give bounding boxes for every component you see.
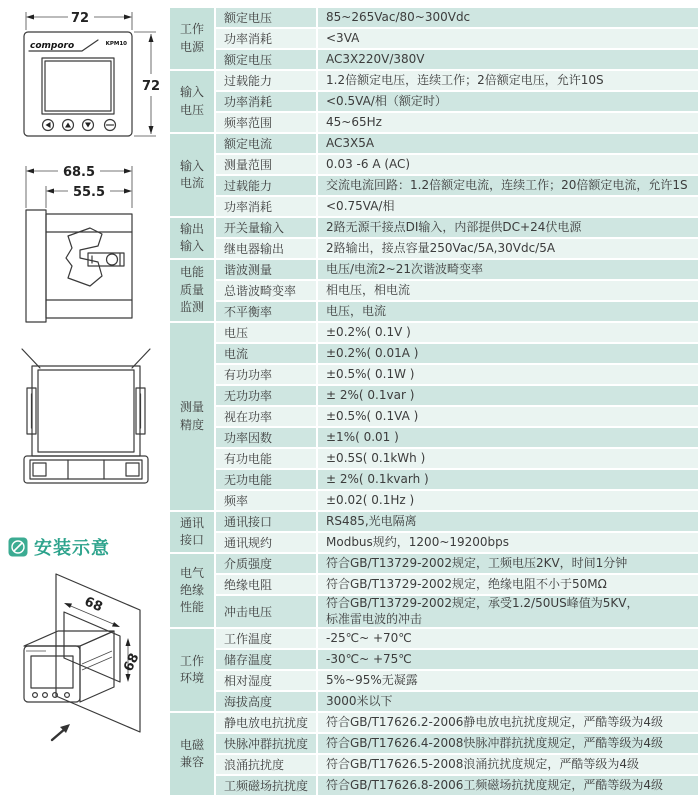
- model-label: KPM10: [105, 41, 127, 47]
- spec-row: [170, 176, 698, 195]
- spec-param-cell: 功率消耗: [216, 29, 316, 48]
- right-clip-lever: [132, 349, 150, 368]
- spec-param-cell: 功率消耗: [216, 197, 316, 216]
- spec-value-cell: 3000米以下: [318, 692, 698, 711]
- spec-value-cell: 相电压，相电流: [318, 281, 698, 300]
- spec-row: [170, 8, 698, 27]
- spec-param-cell: 功率消耗: [216, 92, 316, 111]
- spec-value-cell: 符合GB/T13729-2002规定，工频电压2KV，时间1分钟: [318, 554, 698, 573]
- spec-value-cell: 符合GB/T13729-2002规定，承受1.2/50US峰值为5KV， 标准雷电波的冲击: [318, 596, 698, 627]
- spec-row: [170, 449, 698, 468]
- side-total-depth-dim: 68.5: [62, 165, 96, 180]
- spec-param-cell: 海拔高度: [216, 692, 316, 711]
- spec-row: [170, 512, 698, 531]
- side-body-depth-dim: 55.5: [72, 185, 106, 200]
- install-icon: [8, 537, 28, 557]
- spec-value-cell: 1.2倍额定电压，连续工作；2倍额定电压，允许10S: [318, 71, 698, 90]
- spec-param-cell: 过载能力: [216, 176, 316, 195]
- spec-param-cell: 通讯接口: [216, 512, 316, 531]
- front-view-drawing: [6, 4, 164, 150]
- spec-value-cell: AC3X5A: [318, 134, 698, 153]
- spec-param-cell: 无功电能: [216, 470, 316, 489]
- spec-param-cell: 电压: [216, 323, 316, 342]
- spec-param-cell: 频率: [216, 491, 316, 510]
- spec-value-cell: ±0.5S( 0.1kWh ): [318, 449, 698, 468]
- spec-row: [170, 407, 698, 426]
- spec-row: [170, 260, 698, 279]
- rear-view-drawing: [6, 336, 164, 501]
- spec-row: [170, 554, 698, 573]
- side-view-drawing: [6, 158, 164, 328]
- spec-value-cell: 5%~95%无凝露: [318, 671, 698, 690]
- spec-row: [170, 239, 698, 258]
- spec-row: [170, 281, 698, 300]
- spec-category-cell: 输入 电压: [170, 71, 214, 132]
- spec-category-cell: 输出 输入: [170, 218, 214, 258]
- spec-row: [170, 50, 698, 69]
- spec-param-cell: 相对湿度: [216, 671, 316, 690]
- spec-value-cell: -30℃~ +75℃: [318, 650, 698, 669]
- spec-row: [170, 713, 698, 732]
- spec-row: [170, 428, 698, 447]
- spec-table-body: [170, 8, 698, 795]
- spec-param-cell: 额定电流: [216, 134, 316, 153]
- spec-value-cell: 45~65Hz: [318, 113, 698, 132]
- spec-param-cell: 介质强度: [216, 554, 316, 573]
- spec-param-cell: 开关量输入: [216, 218, 316, 237]
- spec-param-cell: 频率范围: [216, 113, 316, 132]
- spec-param-cell: 储存温度: [216, 650, 316, 669]
- cutout-height-dim: 68: [121, 651, 143, 674]
- spec-category-cell: 工作 环境: [170, 629, 214, 711]
- spec-value-cell: ± 2%( 0.1var ): [318, 386, 698, 405]
- spec-row: [170, 155, 698, 174]
- spec-row: [170, 650, 698, 669]
- spec-row: [170, 671, 698, 690]
- spec-table: [168, 6, 700, 797]
- spec-param-cell: 功率因数: [216, 428, 316, 447]
- mounting-clip: [66, 228, 102, 286]
- spec-param-cell: 不平衡率: [216, 302, 316, 321]
- spec-param-cell: 静电放电抗扰度: [216, 713, 316, 732]
- spec-row: [170, 734, 698, 753]
- spec-row: [170, 344, 698, 363]
- up-arrow-icon: [65, 123, 71, 128]
- spec-value-cell: 符合GB/T17626.8-2006工频磁场抗扰度规定，严酷等级为4级: [318, 776, 698, 795]
- spec-value-cell: 2路输出，接点容量250Vac/5A,30Vdc/5A: [318, 239, 698, 258]
- spec-param-cell: 有功电能: [216, 449, 316, 468]
- spec-row: [170, 197, 698, 216]
- spec-row: [170, 71, 698, 90]
- spec-param-cell: 测量范围: [216, 155, 316, 174]
- front-width-dim: 72: [70, 11, 90, 26]
- spec-value-cell: <0.5VA/相（额定时）: [318, 92, 698, 111]
- spec-param-cell: 无功功率: [216, 386, 316, 405]
- spec-value-cell: RS485,光电隔离: [318, 512, 698, 531]
- spec-row: [170, 92, 698, 111]
- spec-row: [170, 218, 698, 237]
- spec-row: [170, 386, 698, 405]
- drawings-column: [0, 0, 168, 807]
- spec-category-cell: 测量 精度: [170, 323, 214, 510]
- spec-value-cell: 交流电流回路：1.2倍额定电流，连续工作；20倍额定电流，允许1S: [318, 176, 698, 195]
- spec-category-cell: 电能 质量 监测: [170, 260, 214, 321]
- spec-value-cell: 符合GB/T13729-2002规定，绝缘电阻不小于50MΩ: [318, 575, 698, 594]
- spec-row: [170, 491, 698, 510]
- spec-param-cell: 绝缘电阻: [216, 575, 316, 594]
- spec-value-cell: ± 2%( 0.1kvarh ): [318, 470, 698, 489]
- spec-value-cell: 电压/电流2~21次谐波畸变率: [318, 260, 698, 279]
- spec-value-cell: Modbus规约，1200~19200bps: [318, 533, 698, 552]
- spec-param-cell: 谐波测量: [216, 260, 316, 279]
- spec-value-cell: ±0.5%( 0.1VA ): [318, 407, 698, 426]
- front-buttons: [43, 120, 116, 131]
- install-section-heading: [8, 534, 110, 560]
- spec-param-cell: 冲击电压: [216, 596, 316, 627]
- down-arrow-icon: [85, 123, 91, 128]
- spec-param-cell: 继电器输出: [216, 239, 316, 258]
- spec-param-cell: 额定电压: [216, 50, 316, 69]
- spec-row: [170, 302, 698, 321]
- spec-row: [170, 629, 698, 648]
- spec-value-cell: ±0.2%( 0.1V ): [318, 323, 698, 342]
- spec-param-cell: 总谐波畸变率: [216, 281, 316, 300]
- spec-category-cell: 工作 电源: [170, 8, 214, 69]
- spec-value-cell: 0.03 -6 A (AC): [318, 155, 698, 174]
- spec-param-cell: 通讯规约: [216, 533, 316, 552]
- left-clip-lever: [22, 349, 40, 368]
- spec-value-cell: ±0.5%( 0.1W ): [318, 365, 698, 384]
- spec-value-cell: AC3X220V/380V: [318, 50, 698, 69]
- spec-value-cell: <0.75VA/相: [318, 197, 698, 216]
- spec-row: [170, 365, 698, 384]
- spec-row: [170, 29, 698, 48]
- spec-value-cell: <3VA: [318, 29, 698, 48]
- spec-value-cell: 符合GB/T17626.2-2006静电放电抗扰度规定，严酷等级为4级: [318, 713, 698, 732]
- spec-value-cell: -25℃~ +70℃: [318, 629, 698, 648]
- spec-row: [170, 323, 698, 342]
- install-heading-text: 安装示意: [34, 538, 110, 559]
- spec-category-cell: 电气 绝缘 性能: [170, 554, 214, 627]
- spec-param-cell: 有功功率: [216, 365, 316, 384]
- spec-row: [170, 692, 698, 711]
- spec-category-cell: 电磁 兼容: [170, 713, 214, 795]
- spec-value-cell: 电压，电流: [318, 302, 698, 321]
- installation-diagram: [4, 568, 164, 793]
- cutout-width-dim: 68: [82, 594, 105, 616]
- spec-row: [170, 596, 698, 627]
- spec-param-cell: 电流: [216, 344, 316, 363]
- spec-row: [170, 134, 698, 153]
- spec-value-cell: ±0.02( 0.1Hz ): [318, 491, 698, 510]
- spec-row: [170, 776, 698, 795]
- insert-arrow-icon: [52, 724, 70, 740]
- spec-param-cell: 视在功率: [216, 407, 316, 426]
- brand-logo: comporo: [30, 41, 75, 51]
- spec-param-cell: 过载能力: [216, 71, 316, 90]
- spec-param-cell: 快脉冲群抗扰度: [216, 734, 316, 753]
- spec-category-cell: 输入 电流: [170, 134, 214, 216]
- spec-value-cell: 85~265Vac/80~300Vdc: [318, 8, 698, 27]
- spec-row: [170, 113, 698, 132]
- spec-row: [170, 755, 698, 774]
- spec-row: [170, 533, 698, 552]
- spec-param-cell: 额定电压: [216, 8, 316, 27]
- spec-value-cell: 符合GB/T17626.4-2008快脉冲群抗扰度规定，严酷等级为4级: [318, 734, 698, 753]
- spec-value-cell: 2路无源干接点DI输入，内部提供DC+24伏电源: [318, 218, 698, 237]
- front-height-dim: 72: [141, 79, 161, 94]
- spec-value-cell: ±0.2%( 0.01A ): [318, 344, 698, 363]
- spec-row: [170, 575, 698, 594]
- left-arrow-icon: [46, 122, 51, 128]
- spec-param-cell: 工频磁场抗扰度: [216, 776, 316, 795]
- spec-row: [170, 470, 698, 489]
- spec-param-cell: 浪涌抗扰度: [216, 755, 316, 774]
- spec-param-cell: 工作温度: [216, 629, 316, 648]
- spec-value-cell: 符合GB/T17626.5-2008浪涌抗扰度规定，严酷等级为4级: [318, 755, 698, 774]
- spec-category-cell: 通讯 接口: [170, 512, 214, 552]
- spec-value-cell: ±1%( 0.01 ): [318, 428, 698, 447]
